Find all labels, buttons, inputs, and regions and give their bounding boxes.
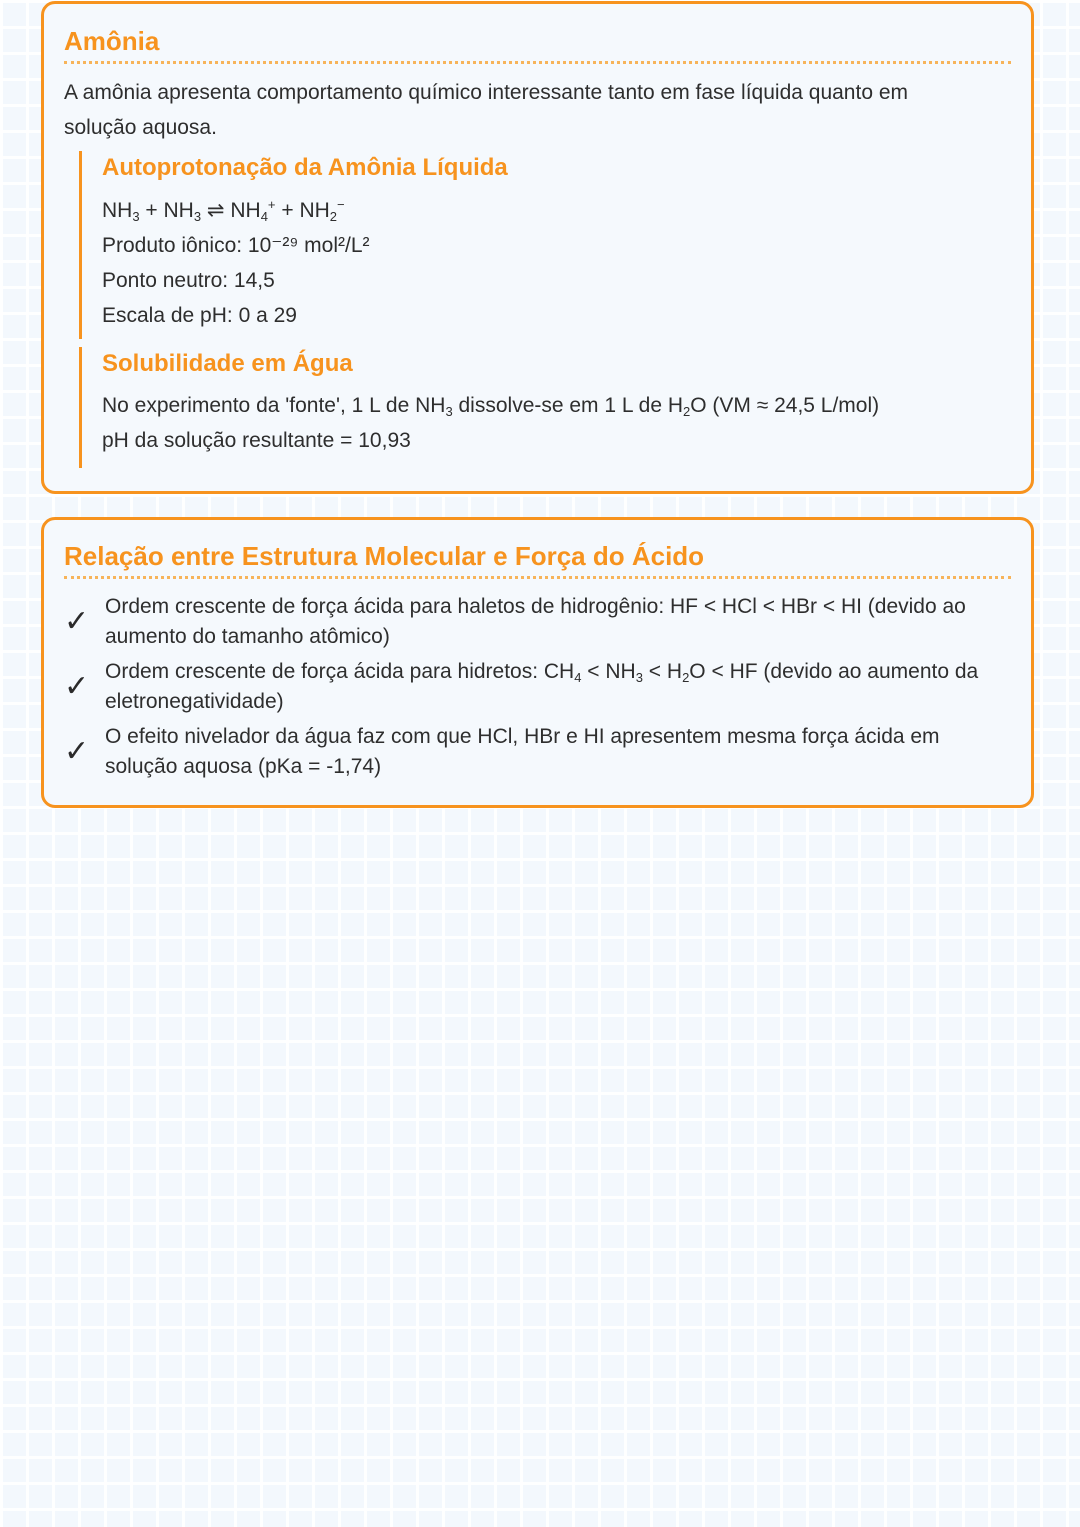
title-dotted-divider bbox=[64, 61, 1011, 64]
list-item-text: Ordem crescente de força ácida para hidretos: $CH_4 < NH_3 < H_2O$ < HF (devido ao aumento da eletronegatividade) bbox=[105, 660, 979, 713]
check-icon: ✓ bbox=[64, 605, 90, 638]
list-item-text: O efeito nivelador da água faz com que HCl, HBr e HI apresentem mesma força ácida em solução aquosa (pKa = -1,74) bbox=[105, 725, 940, 778]
solubilidade-fonte: No experimento da 'fonte', 1 L de $NH_3$ dissolve-se em 1 L de $H_2O$ (VM ≈ 24,5 L/mol) bbox=[102, 394, 880, 419]
amonia-card bbox=[41, 1, 1034, 494]
amonia-intro: A amônia apresenta comportamento químico interessante tanto em fase líquida quanto em solução aquosa. bbox=[64, 81, 908, 139]
amonia-title: Amônia bbox=[64, 26, 160, 56]
relacao-card bbox=[41, 517, 1034, 808]
check-icon: ✓ bbox=[64, 735, 90, 768]
solubilidade-ph: pH da solução resultante = 10,93 bbox=[102, 429, 411, 452]
autoprotonacao-section bbox=[79, 151, 1009, 339]
ponto-neutro: Ponto neutro: 14,5 bbox=[102, 269, 275, 292]
autoprotonacao-title: Autoprotonação da Amônia Líquida bbox=[102, 154, 508, 181]
relacao-title: Relação entre Estrutura Molecular e Força do Ácido bbox=[64, 541, 705, 571]
produto-ionico: Produto iônico: 10⁻²⁹ mol²/L² bbox=[102, 234, 370, 257]
check-icon: ✓ bbox=[64, 670, 90, 703]
solubilidade-section bbox=[79, 347, 1009, 468]
escala-ph: Escala de pH: 0 a 29 bbox=[102, 304, 297, 327]
solubilidade-title: Solubilidade em Água bbox=[102, 350, 353, 377]
autoprotonacao-equation: $NH_3 + NH_3$ ⇌ $NH_4^+ + NH_2^-$ bbox=[102, 197, 345, 224]
list-item-text: Ordem crescente de força ácida para haletos de hidrogênio: HF < HCl < HBr < HI (devido ao aumento do tamanho atômico) bbox=[105, 595, 966, 648]
title-dotted-divider bbox=[64, 576, 1011, 579]
